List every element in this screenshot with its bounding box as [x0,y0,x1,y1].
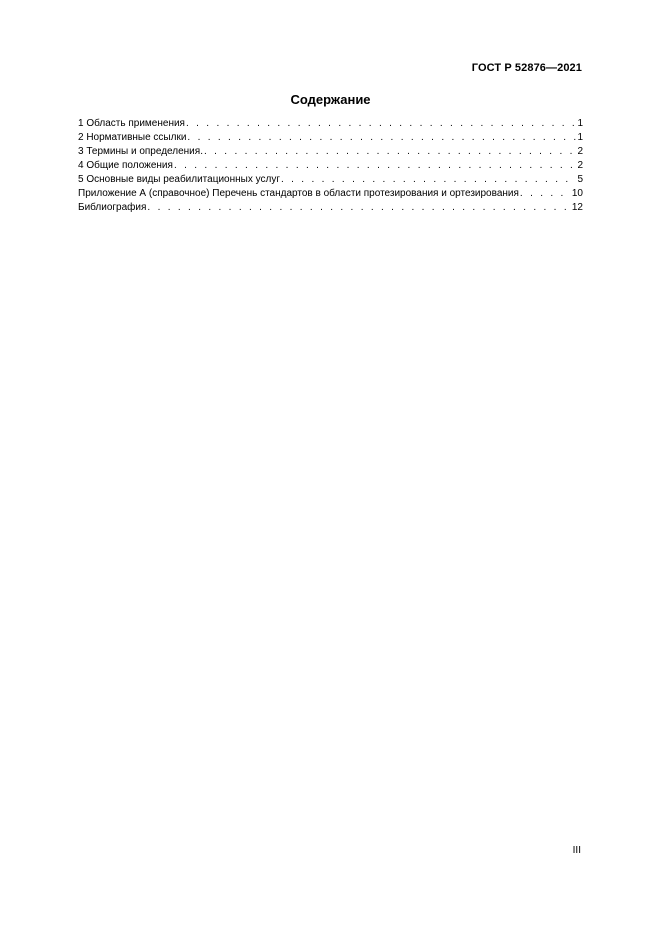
toc-entry-page: 2 [577,146,583,157]
dot-leader [147,201,570,215]
toc-entry-bibliography[interactable] [78,201,583,215]
toc-entry-rehabilitation-services[interactable] [78,173,583,187]
toc-entry-terms-definitions[interactable] [78,145,583,159]
toc-entry-appendix-a[interactable] [78,187,583,201]
dot-leader [520,187,571,201]
toc-entry-page: 12 [571,202,583,213]
dot-leader [186,117,576,131]
toc-entry-label: 2 Нормативные ссылки [78,132,187,143]
page-number: III [572,845,581,856]
toc-entry-normative-references[interactable] [78,131,583,145]
toc-entry-scope[interactable] [78,117,583,131]
dot-leader [204,145,576,159]
toc-entry-label: Библиография [78,202,147,213]
toc-entry-label: 4 Общие положения [78,160,173,171]
toc-entry-page: 5 [577,174,583,185]
toc-entry-page: 1 [577,132,583,143]
toc-entry-label: 1 Область применения [78,118,185,129]
toc-entry-general-provisions[interactable] [78,159,583,173]
dot-leader [281,173,576,187]
toc-entry-label: 3 Термины и определения. [78,146,203,157]
toc-entry-page: 10 [571,188,583,199]
contents-title: Содержание [290,92,371,107]
toc-entry-label: Приложение А (справочное) Перечень стандартов в области протезирования и ортезирования [78,188,519,199]
standard-code-header: ГОСТ Р 52876—2021 [471,62,582,74]
toc-entry-label: 5 Основные виды реабилитационных услуг [78,174,280,185]
table-of-contents [78,117,583,215]
dot-leader [174,159,577,173]
toc-entry-page: 1 [577,118,583,129]
toc-entry-page: 2 [577,160,583,171]
dot-leader [187,131,576,145]
